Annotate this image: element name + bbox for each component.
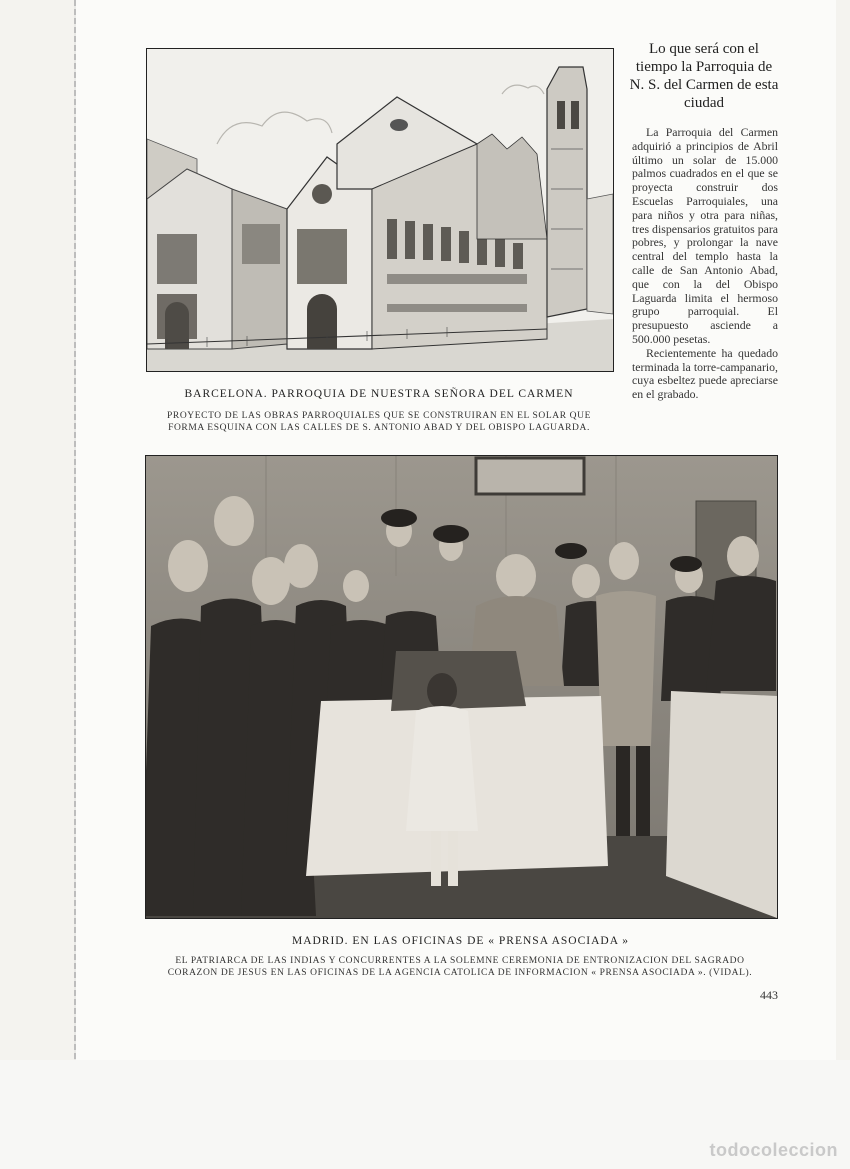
article-paragraph: Recientemente ha quedado terminada la torre-campanario, cuya esbeltez puede apreciarse en el grabado. (632, 345, 778, 402)
bottom-photo-caption (140, 955, 780, 979)
bottom-photo-caption-line: EL PATRIARCA DE LAS INDIAS Y CONCURRENTES A LA SOLEMNE CEREMONIA DE ENTRONIZACION DEL SAGRADO (175, 956, 745, 966)
article-paragraph: La Parroquia del Carmen adquirió a principios de Abril último un solar de 15.000 palmos cuadrados en el que se proyecta construir dos Escuelas Parroquiales, una para niños y otra para niñas, tres dispensarios gratuitos para pobres, y prolongar la nave central del templo hasta la calle de San Antonio Abad, que con la del Obispo Laguarda limita el hermoso grupo parroquial. El presupuesto asciende a 500.000 pesetas. (632, 125, 778, 346)
church-illustration (146, 48, 614, 372)
top-photo-caption-line: FORMA ESQUINA CON LAS CALLES DE S. ANTONIO ABAD Y DEL OBISPO LAGUARDA. (168, 423, 590, 433)
top-photo-caption-title: BARCELONA. PARROQUIA DE NUESTRA SEÑORA DEL CARMEN (184, 388, 574, 400)
top-photo-caption (140, 410, 618, 434)
article-title: Lo que será con el tiempo la Parroquia de N. S. del Carmen de esta ciudad (629, 41, 779, 111)
group-photograph (145, 455, 778, 919)
top-photo-caption-line: PROYECTO DE LAS OBRAS PARROQUIALES QUE SE CONSTRUIRAN EN EL SOLAR QUE (167, 411, 591, 421)
watermark-logo: todocoleccion (709, 1140, 838, 1160)
article-body (632, 126, 778, 402)
bottom-photo-caption-line: CORAZON DE JESUS EN LAS OFICINAS DE LA AGENCIA CATOLICA DE INFORMACION « PRENSA ASOCIADA ». (VIDAL). (167, 968, 753, 978)
page-number: 443 (760, 988, 778, 1002)
bottom-photo-caption-title: MADRID. EN LAS OFICINAS DE « PRENSA ASOCIADA » (291, 935, 630, 947)
page-edge (74, 0, 76, 1060)
